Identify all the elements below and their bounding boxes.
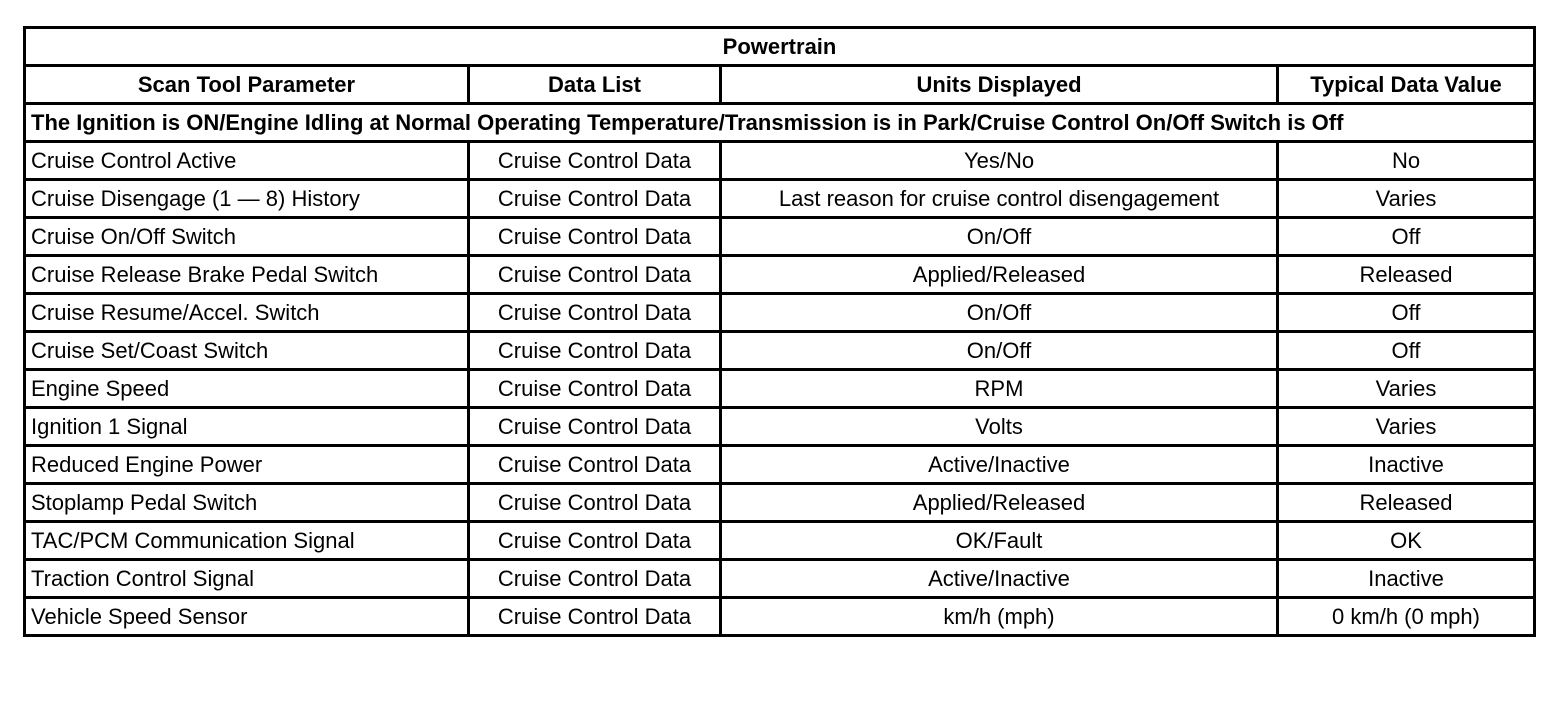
cell-units-displayed: Applied/Released [721,484,1278,522]
cell-typical-data-value: Varies [1278,408,1535,446]
cell-units-displayed: Active/Inactive [721,446,1278,484]
cell-data-list: Cruise Control Data [469,598,721,636]
cell-data-list: Cruise Control Data [469,370,721,408]
cell-scan-tool-parameter: Cruise Release Brake Pedal Switch [25,256,469,294]
header-typical-data-value: Typical Data Value [1278,66,1535,104]
table-row [25,370,1535,408]
cell-typical-data-value: Inactive [1278,560,1535,598]
table-row [25,408,1535,446]
header-units-displayed: Units Displayed [721,66,1278,104]
cell-data-list: Cruise Control Data [469,180,721,218]
cell-scan-tool-parameter: Ignition 1 Signal [25,408,469,446]
table-title-row [25,28,1535,66]
cell-data-list: Cruise Control Data [469,294,721,332]
table-row [25,598,1535,636]
cell-scan-tool-parameter: Cruise Disengage (1 — 8) History [25,180,469,218]
cell-typical-data-value: 0 km/h (0 mph) [1278,598,1535,636]
cell-data-list: Cruise Control Data [469,484,721,522]
table-row [25,180,1535,218]
table-row [25,522,1535,560]
table-row [25,218,1535,256]
cell-units-displayed: On/Off [721,332,1278,370]
table-row [25,294,1535,332]
cell-scan-tool-parameter: Cruise Set/Coast Switch [25,332,469,370]
cell-typical-data-value: Released [1278,484,1535,522]
table-title: Powertrain [25,28,1535,66]
cell-data-list: Cruise Control Data [469,446,721,484]
cell-typical-data-value: Varies [1278,180,1535,218]
cell-typical-data-value: No [1278,142,1535,180]
table-row [25,484,1535,522]
table-row [25,142,1535,180]
cell-typical-data-value: Inactive [1278,446,1535,484]
header-data-list: Data List [469,66,721,104]
cell-typical-data-value: Off [1278,332,1535,370]
condition-row [25,104,1535,142]
cell-units-displayed: RPM [721,370,1278,408]
cell-units-displayed: On/Off [721,294,1278,332]
cell-scan-tool-parameter: Traction Control Signal [25,560,469,598]
table-row [25,446,1535,484]
cell-typical-data-value: Released [1278,256,1535,294]
powertrain-table [23,26,1536,637]
cell-scan-tool-parameter: Cruise Resume/Accel. Switch [25,294,469,332]
cell-data-list: Cruise Control Data [469,560,721,598]
cell-units-displayed: Active/Inactive [721,560,1278,598]
cell-data-list: Cruise Control Data [469,522,721,560]
cell-scan-tool-parameter: Cruise Control Active [25,142,469,180]
table-row [25,332,1535,370]
table-row [25,256,1535,294]
cell-scan-tool-parameter: Stoplamp Pedal Switch [25,484,469,522]
cell-typical-data-value: OK [1278,522,1535,560]
cell-typical-data-value: Off [1278,294,1535,332]
cell-data-list: Cruise Control Data [469,408,721,446]
cell-data-list: Cruise Control Data [469,142,721,180]
header-scan-tool-parameter: Scan Tool Parameter [25,66,469,104]
cell-typical-data-value: Varies [1278,370,1535,408]
cell-units-displayed: Yes/No [721,142,1278,180]
cell-data-list: Cruise Control Data [469,218,721,256]
cell-data-list: Cruise Control Data [469,332,721,370]
cell-scan-tool-parameter: Reduced Engine Power [25,446,469,484]
cell-scan-tool-parameter: Engine Speed [25,370,469,408]
cell-units-displayed: km/h (mph) [721,598,1278,636]
condition-text: The Ignition is ON/Engine Idling at Normal Operating Temperature/Transmission is in Park/Cruise Control On/Off Switch is Off [25,104,1535,142]
cell-typical-data-value: Off [1278,218,1535,256]
cell-scan-tool-parameter: TAC/PCM Communication Signal [25,522,469,560]
table-header-row [25,66,1535,104]
cell-units-displayed: On/Off [721,218,1278,256]
cell-data-list: Cruise Control Data [469,256,721,294]
cell-units-displayed: Applied/Released [721,256,1278,294]
cell-scan-tool-parameter: Vehicle Speed Sensor [25,598,469,636]
cell-units-displayed: Volts [721,408,1278,446]
table-row [25,560,1535,598]
cell-scan-tool-parameter: Cruise On/Off Switch [25,218,469,256]
cell-units-displayed: OK/Fault [721,522,1278,560]
cell-units-displayed: Last reason for cruise control disengagement [721,180,1278,218]
